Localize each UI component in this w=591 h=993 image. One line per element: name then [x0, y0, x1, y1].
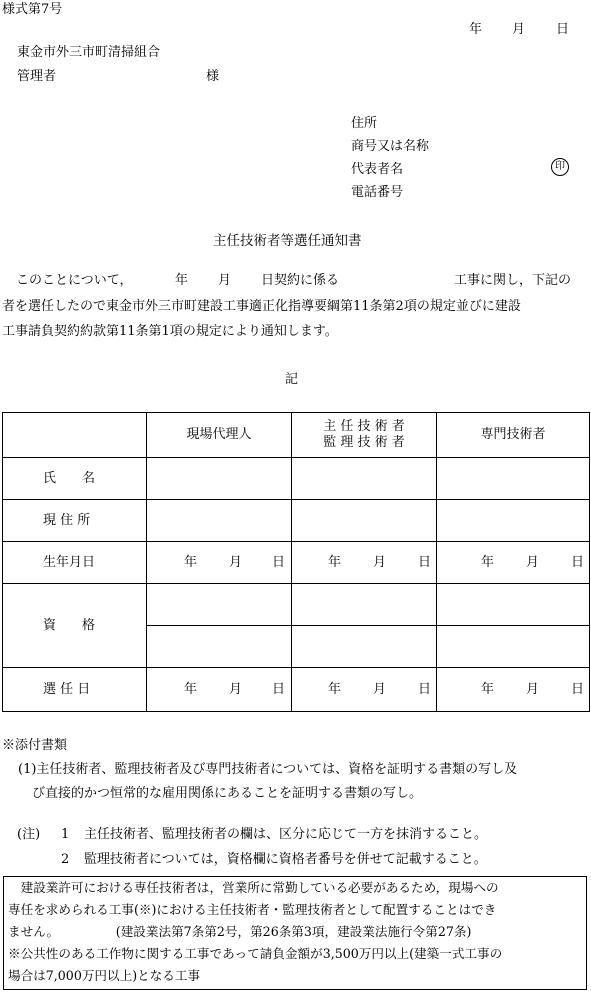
ki-mark: 記: [285, 372, 299, 387]
caution-box: [3, 876, 587, 990]
cell-birth-specialist[interactable]: [437, 542, 590, 584]
appoint-specialist-month: 月: [526, 681, 540, 697]
row-label-birth: 生年月日: [3, 542, 147, 584]
cell-qual-chief-1[interactable]: [292, 584, 437, 626]
birth-chief-month: 月: [373, 554, 387, 570]
attach-item1-line2: び直接的かつ恒常的な雇用関係にあることを証明する書類の写し。: [32, 786, 423, 801]
cell-birth-chief[interactable]: [292, 542, 437, 584]
form-number: 様式第7号: [2, 2, 63, 17]
cell-qual-agent-2[interactable]: [147, 626, 292, 668]
cell-name-agent[interactable]: [147, 458, 292, 500]
birth-chief-year: 年: [328, 554, 342, 570]
cell-qual-chief-2[interactable]: [292, 626, 437, 668]
addressee-org: 東金市外三市町清掃組合: [17, 45, 161, 60]
sender-rep-label: 代表者名: [351, 162, 404, 177]
row-label-qual: 資 格: [3, 584, 147, 668]
note2-number: 2: [61, 852, 70, 867]
caution-line2: 専任を求められる工事(※)における主任技術者・監理技術者として配置することはでき: [8, 902, 497, 917]
body-line1-day: 日契約に係る: [261, 273, 340, 288]
row-label-address: 現 住 所: [3, 500, 147, 542]
header-specialist: 専門技術者: [437, 413, 590, 458]
cell-address-chief[interactable]: [292, 500, 437, 542]
date-day: 日: [556, 22, 570, 37]
note2-text: 監理技術者については，資格欄に資格者番号を併せて記載すること。: [84, 852, 487, 867]
body-line3: 工事請負契約約款第11条第1項の規定により通知します。: [2, 324, 338, 339]
cell-name-specialist[interactable]: [437, 458, 590, 500]
caution-line3: ません。 (建設業法第7条第2号，第26条第3項，建設業法施行令第27条): [8, 924, 472, 939]
addressee-title: 管理者: [17, 69, 57, 84]
appointment-table: [2, 412, 590, 712]
cell-address-specialist[interactable]: [437, 500, 590, 542]
body-line1-b: 工事に関し，下記の: [454, 273, 572, 288]
attach-heading: ※添付書類: [2, 738, 68, 753]
note1-text: 主任技術者、監理技術者の欄は、区分に応じて一方を抹消すること。: [84, 827, 488, 842]
cell-appoint-chief[interactable]: [292, 668, 437, 712]
appoint-agent-month: 月: [229, 681, 243, 697]
body-line1-a: このことについて，: [16, 273, 133, 288]
addressee-honorific: 様: [206, 69, 220, 84]
sender-address-label: 住所: [351, 116, 378, 131]
document-title: 主任技術者等選任通知書: [213, 233, 362, 249]
cell-appoint-specialist[interactable]: [437, 668, 590, 712]
cell-qual-specialist-2[interactable]: [437, 626, 590, 668]
caution-line5: 場合は7,000万円以上)となる工事: [8, 968, 201, 983]
birth-agent-day: 日: [272, 554, 286, 570]
birth-chief-day: 日: [418, 554, 432, 570]
attach-item1-line1: (1)主任技術者、監理技術者及び専門技術者については、資格を証明する書類の写し及: [18, 762, 518, 777]
body-line1-month: 月: [218, 273, 232, 288]
row-label-appoint: 選 任 日: [3, 668, 147, 712]
cell-appoint-agent[interactable]: [147, 668, 292, 712]
date-year: 年: [469, 22, 483, 37]
header-agent: 現場代理人: [147, 413, 292, 458]
birth-agent-month: 月: [229, 554, 243, 570]
sender-company-label: 商号又は名称: [351, 139, 430, 154]
header-corner: [3, 413, 147, 458]
row-label-name: 氏 名: [3, 458, 147, 500]
cell-qual-agent-1[interactable]: [147, 584, 292, 626]
header-chief: [292, 413, 437, 458]
appoint-chief-year: 年: [328, 681, 342, 697]
birth-specialist-month: 月: [526, 554, 540, 570]
body-line2: 者を選任したので東金市外三市町建設工事適正化指導要綱第11条第2項の規定並びに建設: [2, 299, 521, 314]
appoint-agent-year: 年: [184, 681, 198, 697]
seal-mark: 印: [551, 158, 569, 176]
cell-name-chief[interactable]: [292, 458, 437, 500]
caution-line4: ※公共性のある工作物に関する工事であって請負金額が3,500万円以上(建築一式工事の: [8, 946, 503, 961]
notes-label: (注): [17, 827, 41, 842]
appoint-agent-day: 日: [272, 681, 286, 697]
appoint-specialist-year: 年: [481, 681, 495, 697]
cell-birth-agent[interactable]: [147, 542, 292, 584]
birth-specialist-year: 年: [481, 554, 495, 570]
date-month: 月: [512, 22, 526, 37]
sender-phone-label: 電話番号: [351, 185, 404, 200]
note1-number: 1: [61, 827, 70, 842]
appoint-chief-day: 日: [418, 681, 432, 697]
header-chief-line2: 監 理 技 術 者: [323, 435, 405, 450]
caution-line1: 建設業許可における専任技術者は，営業所に常勤している必要があるため，現場への: [8, 880, 499, 895]
birth-agent-year: 年: [184, 554, 198, 570]
appoint-chief-month: 月: [373, 681, 387, 697]
body-line1-year: 年: [175, 273, 189, 288]
cell-qual-specialist-1[interactable]: [437, 584, 590, 626]
cell-address-agent[interactable]: [147, 500, 292, 542]
header-chief-line1: 主 任 技 術 者: [323, 419, 405, 435]
birth-specialist-day: 日: [571, 554, 585, 570]
appoint-specialist-day: 日: [571, 681, 585, 697]
